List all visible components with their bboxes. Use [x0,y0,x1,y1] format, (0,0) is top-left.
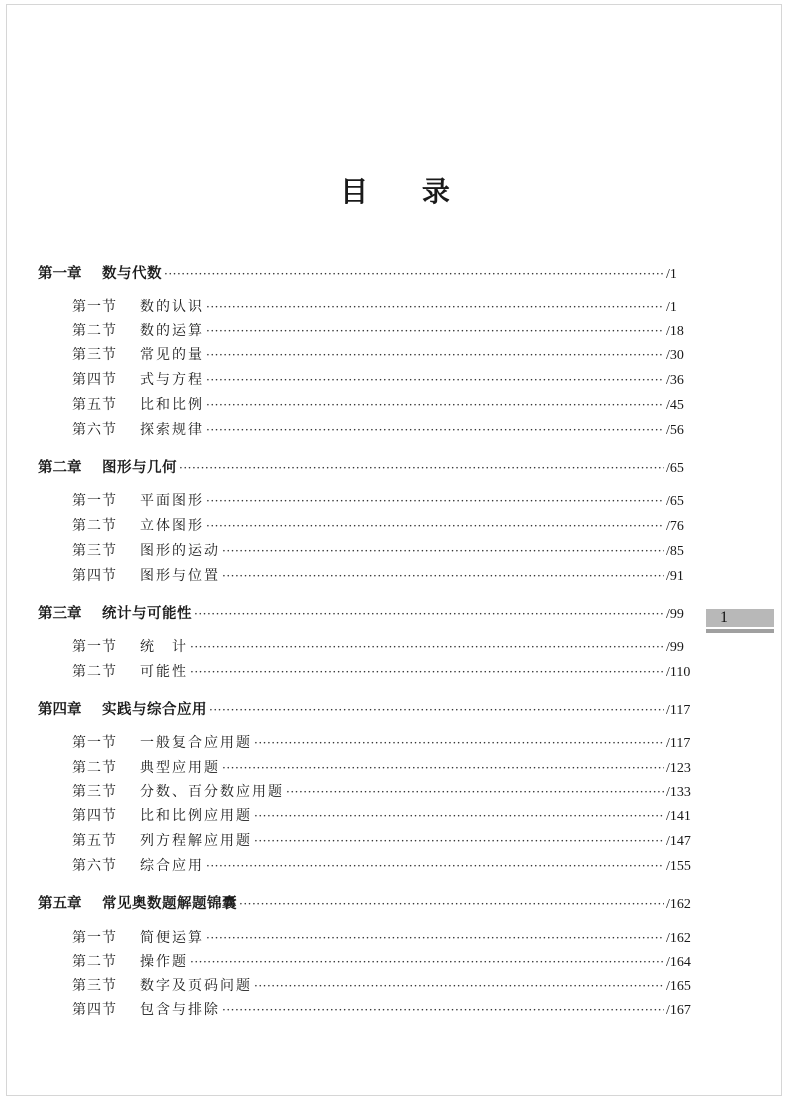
section-title: 数的运算 [140,323,204,339]
section-title: 比和比例应用题 [140,808,252,824]
page-number: /167 [666,1003,691,1018]
chapter-title: 统计与可能性 [102,606,192,622]
leader-dots [190,640,664,654]
section-label: 第四节 [72,568,117,584]
toc-section-row[interactable] [72,540,698,562]
leader-dots [254,834,664,848]
section-label: 第一节 [72,493,117,509]
toc-chapter-row[interactable] [38,698,698,720]
page-number: /36 [666,373,684,388]
section-title: 典型应用题 [140,760,220,776]
page-number: /165 [666,979,691,994]
page-number: /18 [666,324,684,339]
page-number: /65 [666,461,684,476]
page-title: 目 录 [340,175,472,208]
leader-dots [190,955,664,969]
section-label: 第六节 [72,422,117,438]
section-label: 第一节 [72,299,117,315]
section-title: 简便运算 [140,930,204,946]
leader-dots [206,398,664,412]
section-label: 第四节 [72,1002,117,1018]
toc-section-row[interactable] [72,732,698,754]
section-title: 探索规律 [140,422,204,438]
toc-section-row[interactable] [72,490,698,512]
page-number: /117 [666,703,691,718]
section-title: 综合应用 [140,858,204,874]
page-side-tab [706,609,774,633]
page-number: /76 [666,519,684,534]
chapter-label: 第一章 [38,266,82,282]
leader-dots [286,785,664,799]
toc-section-row[interactable] [72,369,698,391]
page-number: /91 [666,569,684,584]
chapter-title: 常见奥数题解题锦囊 [102,896,237,912]
toc-chapter-row[interactable] [38,262,698,284]
toc-section-row[interactable] [72,394,698,416]
section-label: 第六节 [72,858,117,874]
section-title: 数的认识 [140,299,204,315]
page-number: /123 [666,761,691,776]
section-label: 第二节 [72,954,117,970]
section-label: 第三节 [72,543,117,559]
page-number: /155 [666,859,691,874]
page-number: /30 [666,348,684,363]
page-number: /133 [666,785,691,800]
section-title: 包含与排除 [140,1002,220,1018]
leader-dots [206,494,664,508]
section-title: 一般复合应用题 [140,735,252,751]
toc-section-row[interactable] [72,830,698,852]
section-label: 第二节 [72,760,117,776]
leader-dots [190,665,664,679]
section-label: 第一节 [72,930,117,946]
toc-section-row[interactable] [72,999,698,1021]
section-title: 统 计 [140,639,188,655]
toc-section-row[interactable] [72,296,698,318]
toc-section-row[interactable] [72,636,698,658]
page-number: /1 [666,300,677,315]
section-title: 操作题 [140,954,188,970]
leader-dots [206,423,664,437]
page-number: /1 [666,267,677,282]
chapter-title: 数与代数 [102,266,162,282]
section-label: 第三节 [72,347,117,363]
section-title: 常见的量 [140,347,204,363]
section-label: 第二节 [72,518,117,534]
toc-section-row[interactable] [72,320,698,342]
toc-section-row[interactable] [72,344,698,366]
page-number: /117 [666,736,691,751]
chapter-title: 实践与综合应用 [102,702,207,718]
toc-chapter-row[interactable] [38,602,698,624]
chapter-label: 第二章 [38,460,82,476]
page-number: /162 [666,897,691,912]
toc-section-row[interactable] [72,855,698,877]
toc-section-row[interactable] [72,781,698,803]
leader-dots [222,761,664,775]
section-label: 第三节 [72,784,117,800]
leader-dots [254,736,664,750]
toc-section-row[interactable] [72,975,698,997]
page-number: /99 [666,640,684,655]
page-number: /141 [666,809,691,824]
page-number: /65 [666,494,684,509]
section-title: 分数、百分数应用题 [140,784,284,800]
section-label: 第二节 [72,664,117,680]
section-title: 数字及页码问题 [140,978,252,994]
section-title: 图形的运动 [140,543,220,559]
section-title: 比和比例 [140,397,204,413]
leader-dots [254,809,664,823]
leader-dots [206,324,664,338]
section-label: 第五节 [72,833,117,849]
leader-dots [222,569,664,583]
leader-dots [239,897,664,911]
section-title: 可能性 [140,664,188,680]
leader-dots [206,859,664,873]
section-label: 第四节 [72,372,117,388]
section-label: 第三节 [72,978,117,994]
leader-dots [222,544,664,558]
chapter-label: 第五章 [38,896,82,912]
toc-section-row[interactable] [72,805,698,827]
leader-dots [209,703,664,717]
page-number: /147 [666,834,691,849]
section-title: 平面图形 [140,493,204,509]
leader-dots [206,348,664,362]
toc-section-row[interactable] [72,757,698,779]
section-label: 第四节 [72,808,117,824]
side-tab-stripe [706,609,774,627]
leader-dots [254,979,664,993]
leader-dots [194,607,664,621]
toc-section-row[interactable] [72,419,698,441]
page-number: /45 [666,398,684,413]
page-number: /85 [666,544,684,559]
section-title: 立体图形 [140,518,204,534]
leader-dots [164,267,664,281]
toc-section-row[interactable] [72,951,698,973]
page-number: /162 [666,931,691,946]
toc-section-row[interactable] [72,515,698,537]
leader-dots [206,519,664,533]
page-number: /110 [666,665,691,680]
leader-dots [206,300,664,314]
page-number: /164 [666,955,691,970]
toc-chapter-row[interactable] [38,892,698,914]
leader-dots [222,1003,664,1017]
leader-dots [206,373,664,387]
toc-section-row[interactable] [72,565,698,587]
side-tab-underline [706,629,774,633]
chapter-title: 图形与几何 [102,460,177,476]
toc-section-row[interactable] [72,661,698,683]
section-label: 第二节 [72,323,117,339]
page-number: /99 [666,607,684,622]
section-title: 图形与位置 [140,568,220,584]
toc-chapter-row[interactable] [38,456,698,478]
leader-dots [206,931,664,945]
section-label: 第一节 [72,639,117,655]
section-title: 列方程解应用题 [140,833,252,849]
chapter-label: 第三章 [38,606,82,622]
section-label: 第一节 [72,735,117,751]
chapter-label: 第四章 [38,702,82,718]
leader-dots [179,461,664,475]
side-tab-page-number: 1 [720,609,728,626]
toc-section-row[interactable] [72,927,698,949]
section-label: 第五节 [72,397,117,413]
section-title: 式与方程 [140,372,204,388]
page-number: /56 [666,423,684,438]
